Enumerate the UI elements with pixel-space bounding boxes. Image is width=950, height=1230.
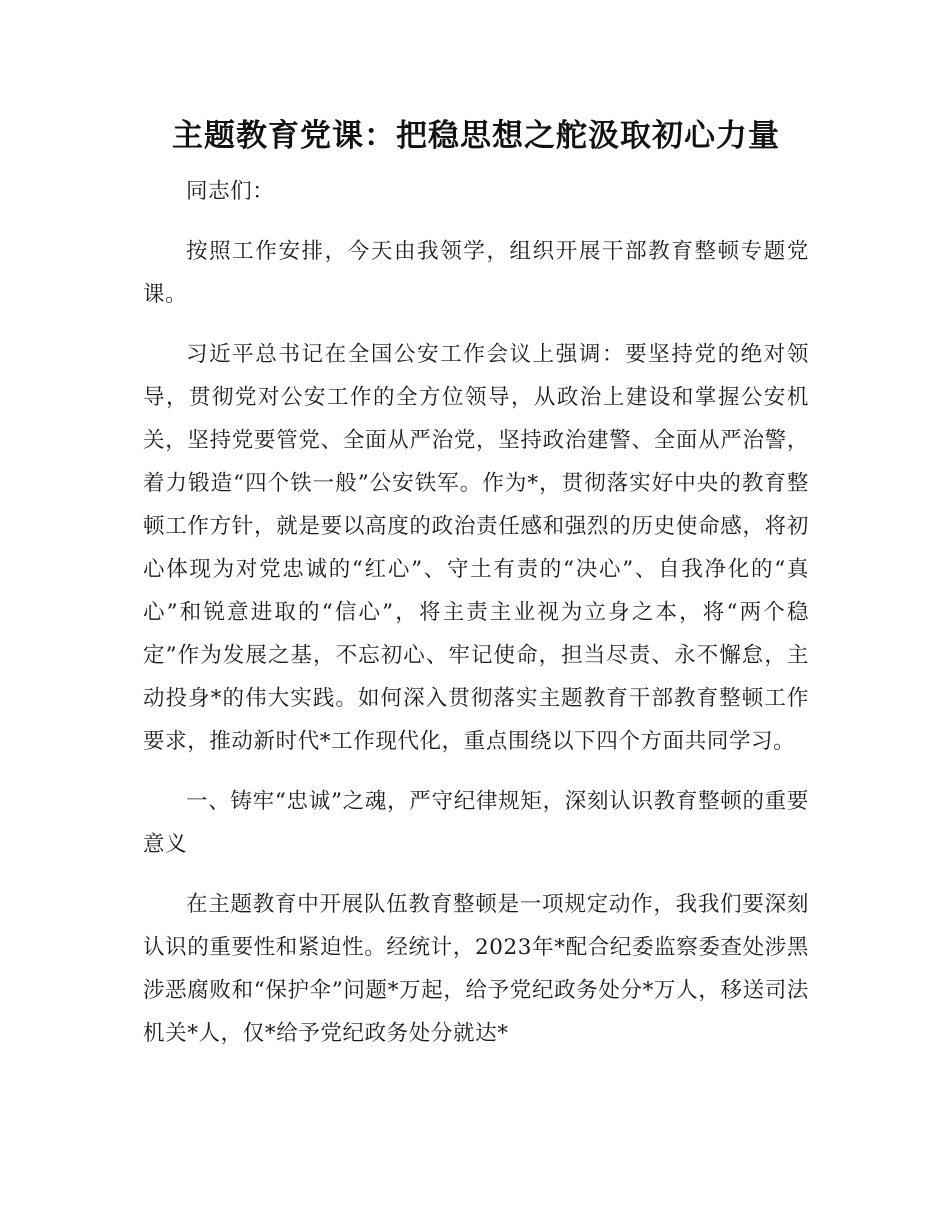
document-title: 主题教育党课：把稳思想之舵汲取初心力量 (172, 118, 780, 154)
paragraph-speech: 习近平总书记在全国公安工作会议上强调：要坚持党的绝对领导，贯彻党对公安工作的全方位领导，从政治上建设和掌握公安机关，坚持党要管党、全面从严治党，坚持政治建警、全面从严治警，着力锻造“四个铁一般”公安铁军。作为*，贯彻落实好中央的教育整顿工作方针，就是要以高度的政治责任感和强烈的历史使命感，将初心体现为对党忠诚的“红心”、守土有责的“决心”、自我净化的“真心”和锐意进取的“信心”，将主责主业视为立身之本，将“两个稳定”作为发展之基，不忘初心、牢记使命，担当尽责、永不懈怠，主动投身*的伟大实践。如何深入贯彻落实主题教育干部教育整顿工作要求，推动新时代*工作现代化，重点围绕以下四个方面共同学习。 (143, 342, 809, 754)
paragraph-intro: 按照工作安排，今天由我领学，组织开展干部教育整顿专题党课。 (143, 239, 809, 307)
paragraph-statistics: 在主题教育中开展队伍教育整顿是一项规定动作，我我们要深刻认识的重要性和紧迫性。经统计，2023年*配合纪委监察委查处涉黑涉恶腐败和“保护伞”问题*万起，给予党纪政务处分*万人，移送司法机关*人，仅*给予党纪政务处分就达* (143, 892, 809, 1046)
salutation: 同志们： (186, 179, 275, 204)
document-body (143, 112, 809, 1055)
section-heading-1: 一、铸牢“忠诚”之魂，严守纪律规矩，深刻认识教育整顿的重要意义 (143, 789, 809, 857)
